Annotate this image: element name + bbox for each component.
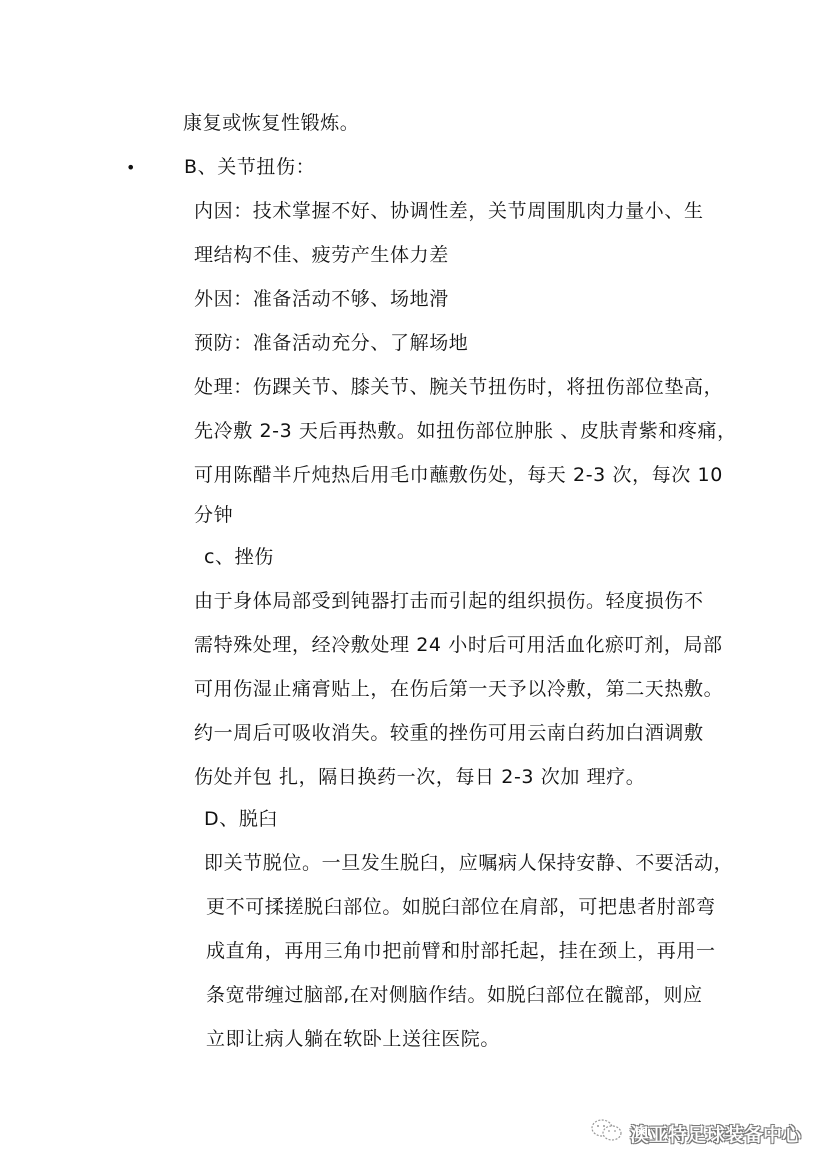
text-line: 即关节脱位。一旦发生脱臼，应嘱病人保持安静、不要活动， xyxy=(204,852,734,874)
text-line: c、挫伤 xyxy=(204,546,274,568)
text-line: 可用陈醋半斤炖热后用毛巾蘸敷伤处，每天 2-3 次，每次 10 xyxy=(194,464,723,486)
watermark-text: 澳亚特足球装备中心 xyxy=(630,1124,802,1146)
list-bullet: • xyxy=(126,158,136,177)
text-line: D、脱臼 xyxy=(204,808,279,830)
watermark xyxy=(590,1118,801,1149)
text-line: 内因：技术掌握不好、协调性差，关节周围肌肉力量小、生 xyxy=(194,200,704,222)
text-line: 理结构不佳、疲劳产生体力差 xyxy=(194,244,449,266)
text-line: 先冷敷 2-3 天后再热敷。如扭伤部位肿胀 、皮肤青紫和疼痛， xyxy=(194,420,737,442)
text-line: 更不可揉搓脱臼部位。如脱臼部位在肩部，可把患者肘部弯 xyxy=(206,896,716,918)
text-line: 分钟 xyxy=(194,504,234,526)
text-line: 预防：准备活动充分、了解场地 xyxy=(194,332,469,354)
text-line: 立即让病人躺在软卧上送往医院。 xyxy=(206,1028,501,1050)
text-line: 可用伤湿止痛膏贴上，在伤后第一天予以冷敷，第二天热敷。 xyxy=(194,678,724,700)
text-line: 需特殊处理，经冷敷处理 24 小时后可用活血化瘀叮剂，局部 xyxy=(194,634,723,656)
text-line: 处理：伤踝关节、膝关节、腕关节扭伤时，将扭伤部位垫高， xyxy=(194,376,724,398)
text-line: 条宽带缠过脑部,在对侧脑作结。如脱臼部位在髋部，则应 xyxy=(206,984,703,1006)
text-line: B、关节扭伤： xyxy=(184,156,316,178)
text-line: 康复或恢复性锻炼。 xyxy=(183,112,360,134)
text-line: 约一周后可吸收消失。较重的挫伤可用云南白药加白酒调敷 xyxy=(194,722,704,744)
text-line: 由于身体局部受到钝器打击而引起的组织损伤。轻度损伤不 xyxy=(194,590,704,612)
text-line: 成直角，再用三角巾把前臂和肘部托起，挂在颈上，再用一 xyxy=(206,940,716,962)
text-line: 外因：准备活动不够、场地滑 xyxy=(194,288,449,310)
wechat-icon xyxy=(590,1118,624,1149)
text-line: 伤处并包 扎，隔日换药一次，每日 2-3 次加 理疗。 xyxy=(194,766,646,788)
